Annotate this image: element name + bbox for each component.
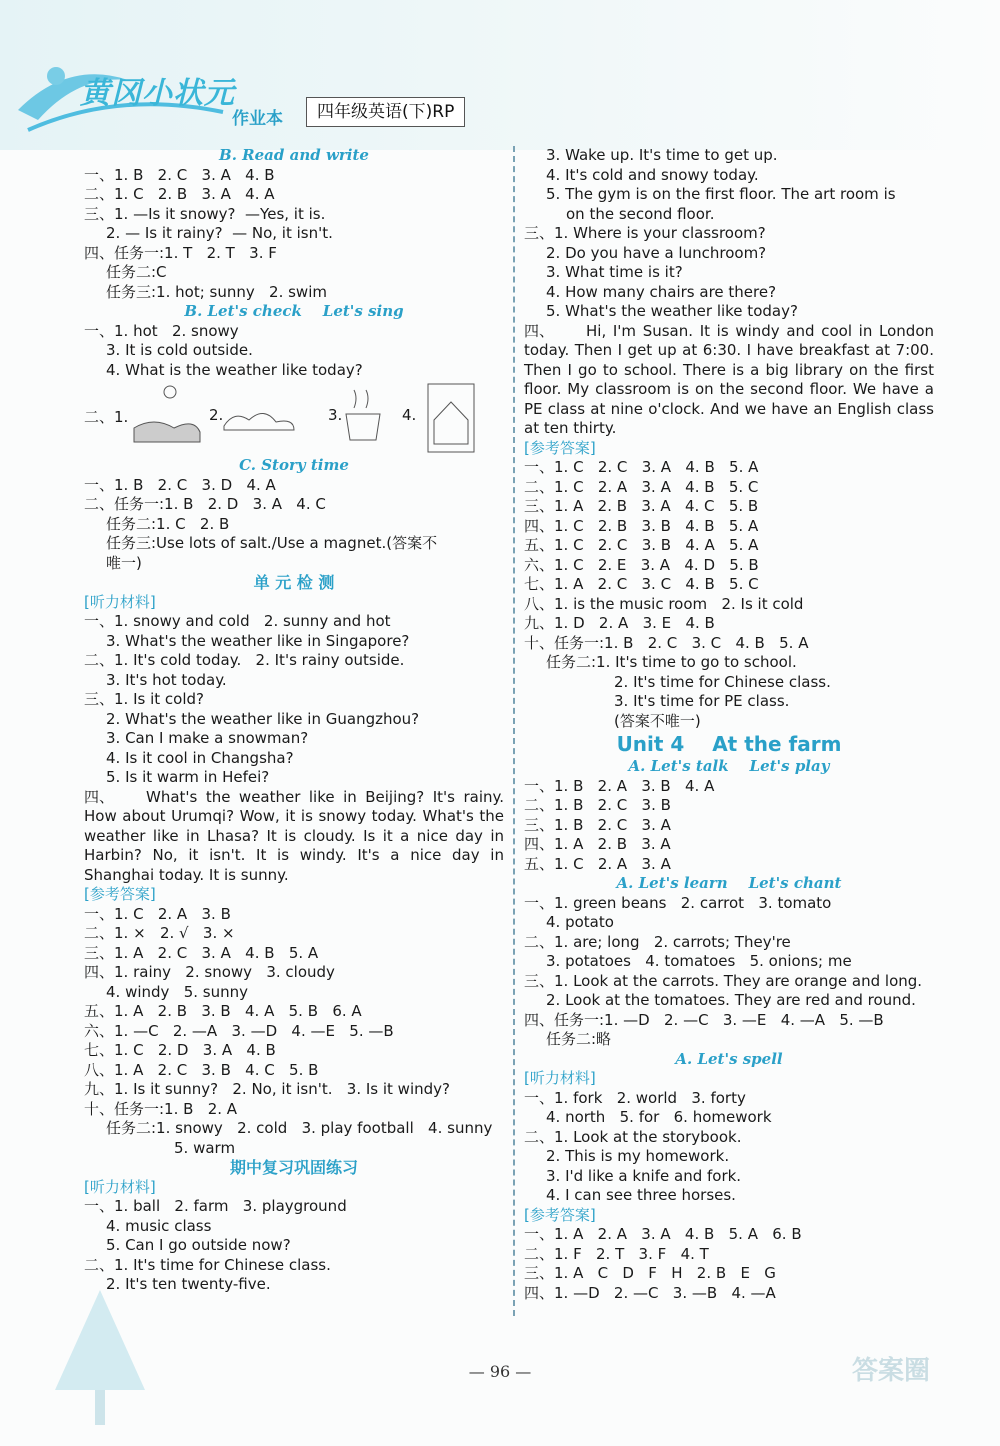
answer-line: 一、1. C 2. A 3. B [84, 904, 231, 923]
answer-line: 3. It's time for PE class. [614, 692, 790, 710]
answer-line: 二、1. It's time for Chinese class. [84, 1255, 331, 1274]
left-column [84, 146, 504, 1295]
hot-cup-icon [346, 390, 380, 440]
weather-icons [84, 380, 504, 456]
answer-line: 一、1. snowy and cold 2. sunny and hot [84, 612, 391, 630]
section-heading: A. Let's talk Let's play [628, 757, 830, 775]
answer-line: 三、1. A 2. B 3. A 4. C 5. B [524, 497, 759, 515]
section-heading: B. Let's check Let's sing [184, 302, 404, 320]
page-header [0, 0, 1000, 150]
answer-line: 任务二:1. It's time to go to school. [546, 653, 797, 671]
answer-line: 九、1. D 2. A 3. E 4. B [524, 614, 715, 632]
section-tag: [参考答案] [84, 885, 156, 903]
answer-line: 4. windy 5. sunny [106, 982, 249, 1001]
answer-line: 一、1. ball 2. farm 3. playground [84, 1197, 347, 1215]
answer-line: 一、1. C 2. C 3. A 4. B 5. A [524, 458, 759, 476]
answer-line: 三、1. Look at the carrots. They are orange and long. [524, 971, 923, 990]
answer-line: 七、1. A 2. C 3. C 4. B 5. C [524, 575, 759, 593]
answer-line: 4. potato [546, 913, 614, 931]
cloudy-icon [224, 413, 294, 430]
answer-line: 2. Look at the tomatoes. They are red and round. [546, 991, 916, 1009]
right-column [524, 146, 934, 1303]
answer-line: 4. It's cold and snowy today. [546, 165, 759, 184]
answer-line: 2. It's time for Chinese class. [614, 672, 831, 691]
snowy-house-icon [428, 384, 474, 452]
picture-number: 二、1. [84, 408, 129, 426]
answer-line: 3. What time is it? [546, 263, 683, 281]
snowy-windy-icon [134, 386, 200, 442]
section-tag: [听力材料] [84, 592, 156, 611]
section-heading: 期中复习巩固练习 [229, 1158, 358, 1177]
section-tag: [听力材料] [524, 1069, 596, 1087]
answer-line: 四、1. C 2. B 3. B 4. B 5. A [524, 516, 759, 535]
answer-line: 任务三:Use lots of salt./Use a magnet.(答案不 [106, 534, 438, 552]
answer-line: 一、1. hot 2. snowy [84, 321, 239, 340]
answer-line: 3. It is cold outside. [106, 341, 253, 359]
answer-line: 任务二:1. snowy 2. cold 3. play football 4. sunny [106, 1119, 493, 1137]
weather-pictures-row [84, 380, 504, 456]
answer-line: 一、1. B 2. C 3. A 4. B [84, 165, 275, 184]
answer-line: 五、1. A 2. B 3. B 4. A 5. B 6. A [84, 1002, 362, 1020]
answer-line: 4. music class [106, 1216, 212, 1235]
answer-line: 2. It's ten twenty-five. [106, 1275, 271, 1293]
answer-line: 5. Can I go outside now? [106, 1236, 291, 1254]
passage-paragraph [524, 322, 934, 439]
answer-line: 二、1. × 2. √ 3. × [84, 924, 235, 942]
section-heading: B. Read and write [219, 146, 369, 164]
header-title: 四年级英语(下)RP [306, 97, 465, 127]
answer-line: 八、1. is the music room 2. Is it cold [524, 594, 804, 613]
answer-line: 4. north 5. for 6. homework [546, 1108, 772, 1126]
answer-line: 4. I can see three horses. [546, 1186, 736, 1204]
answer-line: 2. — Is it rainy? — No, it isn't. [106, 224, 333, 242]
section-tag: [听力材料] [84, 1177, 156, 1196]
answer-line: 三、1. Where is your classroom? [524, 224, 766, 242]
answer-line: 5. What's the weather like today? [546, 302, 798, 320]
answer-line: 3. I'd like a knife and fork. [546, 1166, 742, 1185]
tree-illustration-icon [40, 1280, 160, 1430]
answer-line: 2. This is my homework. [546, 1147, 730, 1165]
answer-line: 任务二:略 [546, 1030, 612, 1048]
answer-line: 五、1. C 2. C 3. B 4. A 5. A [524, 536, 759, 554]
passage-text: Hi, I'm Susan. It is windy and cool in London today. Then I get up at 6:30. I have breakfast at 7:00. Then I go to school. There is a big library on the first floor. My classroom is on the second floor. We have a PE class at nine o'clock. And we have an English class at ten thirty. [524, 321, 934, 437]
answer-line: 2. Do you have a lunchroom? [546, 243, 767, 262]
passage-paragraph [84, 788, 504, 886]
section-heading: C. Story time [239, 456, 349, 474]
section-tag: [参考答案] [524, 438, 596, 457]
brand-name: 黄冈小状元 [80, 76, 235, 111]
answer-line: 二、1. C 2. A 3. A 4. B 5. C [524, 477, 759, 496]
answer-line: 六、1. C 2. E 3. A 4. D 5. B [524, 555, 759, 574]
answer-line: 四、任务一:1. —D 2. —C 3. —E 4. —A 5. —B [524, 1010, 884, 1029]
answer-line: 十、任务一:1. B 2. C 3. C 4. B 5. A [524, 633, 809, 652]
passage-number: 四、 [84, 787, 115, 806]
answer-line: 二、任务一:1. B 2. D 3. A 4. C [84, 495, 326, 513]
answer-line: 二、1. It's cold today. 2. It's rainy outside. [84, 651, 405, 669]
answer-line: 一、1. B 2. A 3. B 4. A [524, 776, 715, 795]
section-heading: A. Let's spell [675, 1049, 783, 1068]
answer-line: 三、1. Is it cold? [84, 690, 204, 708]
answer-line: 二、1. B 2. C 3. B [524, 796, 671, 814]
answer-line: 3. Can I make a snowman? [106, 729, 309, 747]
page-number: — 96 — [468, 1362, 532, 1381]
answer-line: 2. What's the weather like in Guangzhou? [106, 709, 420, 728]
passage-number: 四、 [524, 321, 555, 340]
answer-line: 4. What is the weather like today? [106, 360, 363, 379]
answer-line: 一、1. fork 2. world 3. forty [524, 1088, 746, 1107]
unit-heading: Unit 4 At the farm [616, 732, 842, 756]
column-divider [513, 146, 515, 1316]
answer-line: 五、1. C 2. A 3. A [524, 854, 671, 873]
answer-line: 任务三:1. hot; sunny 2. swim [106, 282, 327, 301]
answer-line: 二、1. Look at the storybook. [524, 1127, 742, 1146]
answer-line: 三、1. A C D F H 2. B E G [524, 1264, 776, 1282]
answer-line: 二、1. F 2. T 3. F 4. T [524, 1244, 709, 1263]
answer-line: 二、1. are; long 2. carrots; They're [524, 932, 791, 951]
answer-line: 5. warm [174, 1138, 236, 1157]
answer-line: 一、1. green beans 2. carrot 3. tomato [524, 893, 832, 912]
answer-line: 任务二:1. C 2. B [106, 514, 230, 533]
answer-line: 七、1. C 2. D 3. A 4. B [84, 1041, 276, 1059]
answer-line: 5. The gym is on the first floor. The art room is [546, 185, 896, 203]
answer-line: 一、1. A 2. A 3. A 4. B 5. A 6. B [524, 1225, 802, 1243]
answer-line: 四、1. A 2. B 3. A [524, 835, 671, 853]
answer-line: 3. It's hot today. [106, 670, 227, 689]
section-heading: A. Let's learn Let's chant [616, 874, 842, 892]
answer-line: 三、1. A 2. C 3. A 4. B 5. A [84, 943, 319, 962]
section-tag: [参考答案] [524, 1205, 596, 1224]
answer-line: 唯一) [106, 553, 142, 572]
answer-line: (答案不唯一) [614, 711, 701, 730]
picture-number: 2. [209, 406, 224, 424]
answer-line: 十、任务一:1. B 2. A [84, 1099, 238, 1118]
answer-line: 任务二:C [106, 263, 167, 281]
header-label: 作业本 [232, 109, 283, 129]
answer-line: 3. potatoes 4. tomatoes 5. onions; me [546, 952, 852, 970]
answer-line: 三、1. —Is it snowy? —Yes, it is. [84, 204, 326, 223]
answer-line: 六、1. —C 2. —A 3. —D 4. —E 5. —B [84, 1021, 394, 1040]
answer-line: 八、1. A 2. C 3. B 4. C 5. B [84, 1060, 319, 1079]
answer-line: 三、1. B 2. C 3. A [524, 815, 671, 834]
picture-number: 3. [328, 406, 343, 424]
answer-line: 一、1. B 2. C 3. D 4. A [84, 475, 276, 494]
answer-line: 四、任务一:1. T 2. T 3. F [84, 243, 277, 262]
answer-line: 4. Is it cool in Changsha? [106, 748, 294, 767]
picture-number: 4. [402, 406, 417, 424]
answer-line: 5. Is it warm in Hefei? [106, 768, 270, 786]
answer-line: 二、1. C 2. B 3. A 4. A [84, 185, 275, 203]
answer-line: 3. Wake up. It's time to get up. [546, 146, 778, 164]
answer-line: 九、1. Is it sunny? 2. No, it isn't. 3. Is it windy? [84, 1080, 450, 1098]
answer-line: 4. How many chairs are there? [546, 282, 777, 301]
watermark: 答案圈 [852, 1356, 931, 1386]
answer-line: on the second floor. [566, 204, 715, 223]
section-heading: 单 元 检 测 [253, 573, 335, 592]
passage-text: What's the weather like in Beijing? It's rainy. How about Urumqi? Wow, it is snowy today. What's the weather like in Lhasa? It is cloudy. Is it a nice day in Harbin? No, it isn't. It is windy. It's a nice day in Shanghai today. It is sunny. [84, 787, 504, 884]
answer-line: 3. What's the weather like in Singapore? [106, 631, 410, 650]
answer-line: 四、1. rainy 2. snowy 3. cloudy [84, 963, 335, 981]
answer-line: 四、1. —D 2. —C 3. —B 4. —A [524, 1283, 776, 1302]
